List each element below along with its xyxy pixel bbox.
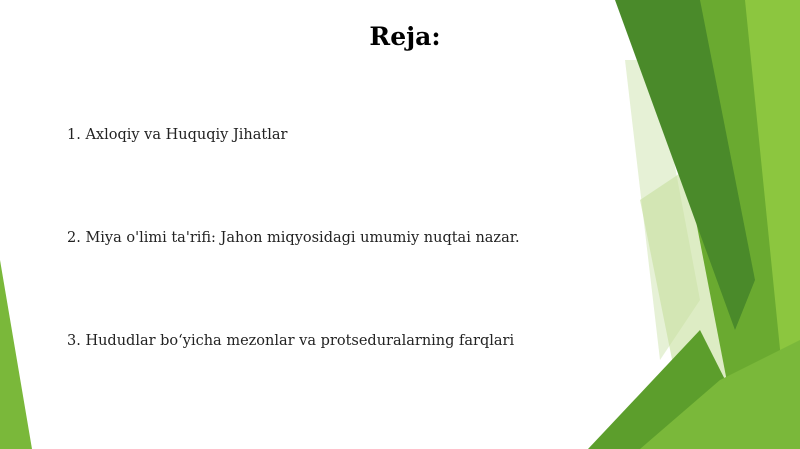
agenda-item-2: 2. Miya o'limi ta'rifi: Jahon miqyosidagi umumiy nuqtai nazar.	[67, 230, 520, 246]
agenda-item-1: 1. Axloqiy va Huquqiy Jihatlar	[67, 127, 288, 143]
agenda-item-3: 3. Hududlar bo‘yicha mezonlar va protseduralarning farqlari	[67, 333, 515, 349]
slide-title: Reja:	[369, 22, 441, 51]
left-green-sliver	[0, 260, 32, 449]
